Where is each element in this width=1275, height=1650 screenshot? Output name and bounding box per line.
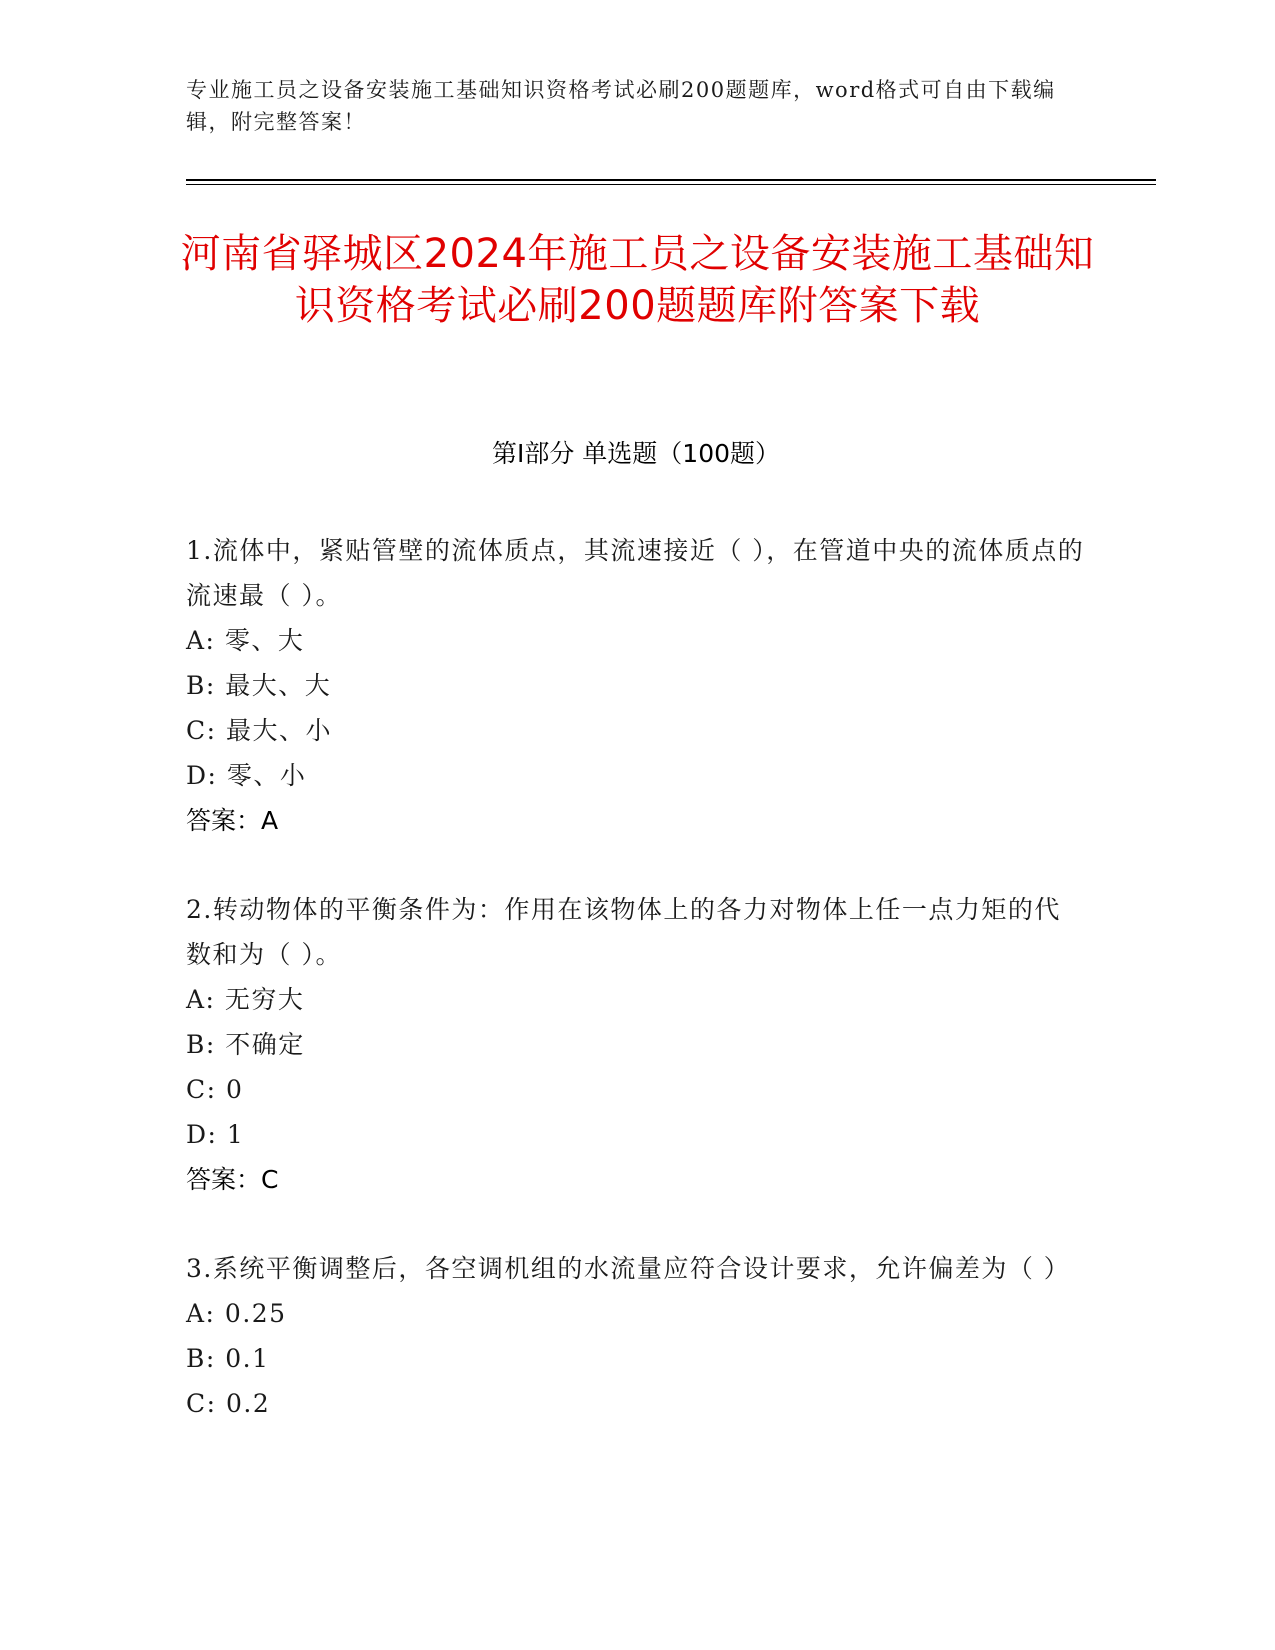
question-1: [186, 528, 1086, 843]
question-stem: 1.流体中，紧贴管壁的流体质点，其流速接近（ ），在管道中央的流体质点的流速最（ ）。: [186, 536, 1085, 610]
option-d: D: 零、小: [186, 761, 307, 790]
option-b: B: 最大、大: [186, 671, 332, 700]
option-b: B: 不确定: [186, 1030, 305, 1059]
question-2: [186, 887, 1086, 1202]
option-a: A: 0.25: [186, 1299, 287, 1328]
question-stem: 3.系统平衡调整后，各空调机组的水流量应符合设计要求，允许偏差为（ ）: [186, 1254, 1071, 1283]
option-c: C: 0.2: [186, 1389, 271, 1418]
header-rule-thick: [186, 179, 1156, 181]
option-a: A: 无穷大: [186, 985, 305, 1014]
question-3: [186, 1246, 1086, 1426]
option-d: D: 1: [186, 1120, 245, 1149]
question-stem: 2.转动物体的平衡条件为：作用在该物体上的各力对物体上任一点力矩的代数和为（ ）。: [186, 895, 1061, 969]
section-title: 第I部分 单选题（100题）: [491, 439, 781, 468]
document-title: 河南省驿城区2024年施工员之设备安装施工基础知识资格考试必刷200题题库附答案下载: [180, 231, 1095, 329]
answer: 答案：A: [186, 806, 279, 835]
question-list: [186, 528, 1086, 1470]
header-note: 专业施工员之设备安装施工基础知识资格考试必刷200题题库，word格式可自由下载编辑，附完整答案！: [186, 78, 1056, 134]
option-b: B: 0.1: [186, 1344, 270, 1373]
option-c: C: 0: [186, 1075, 244, 1104]
header-rule-thin: [186, 184, 1156, 185]
option-a: A: 零、大: [186, 626, 305, 655]
answer: 答案：C: [186, 1165, 279, 1194]
option-c: C: 最大、小: [186, 716, 332, 745]
